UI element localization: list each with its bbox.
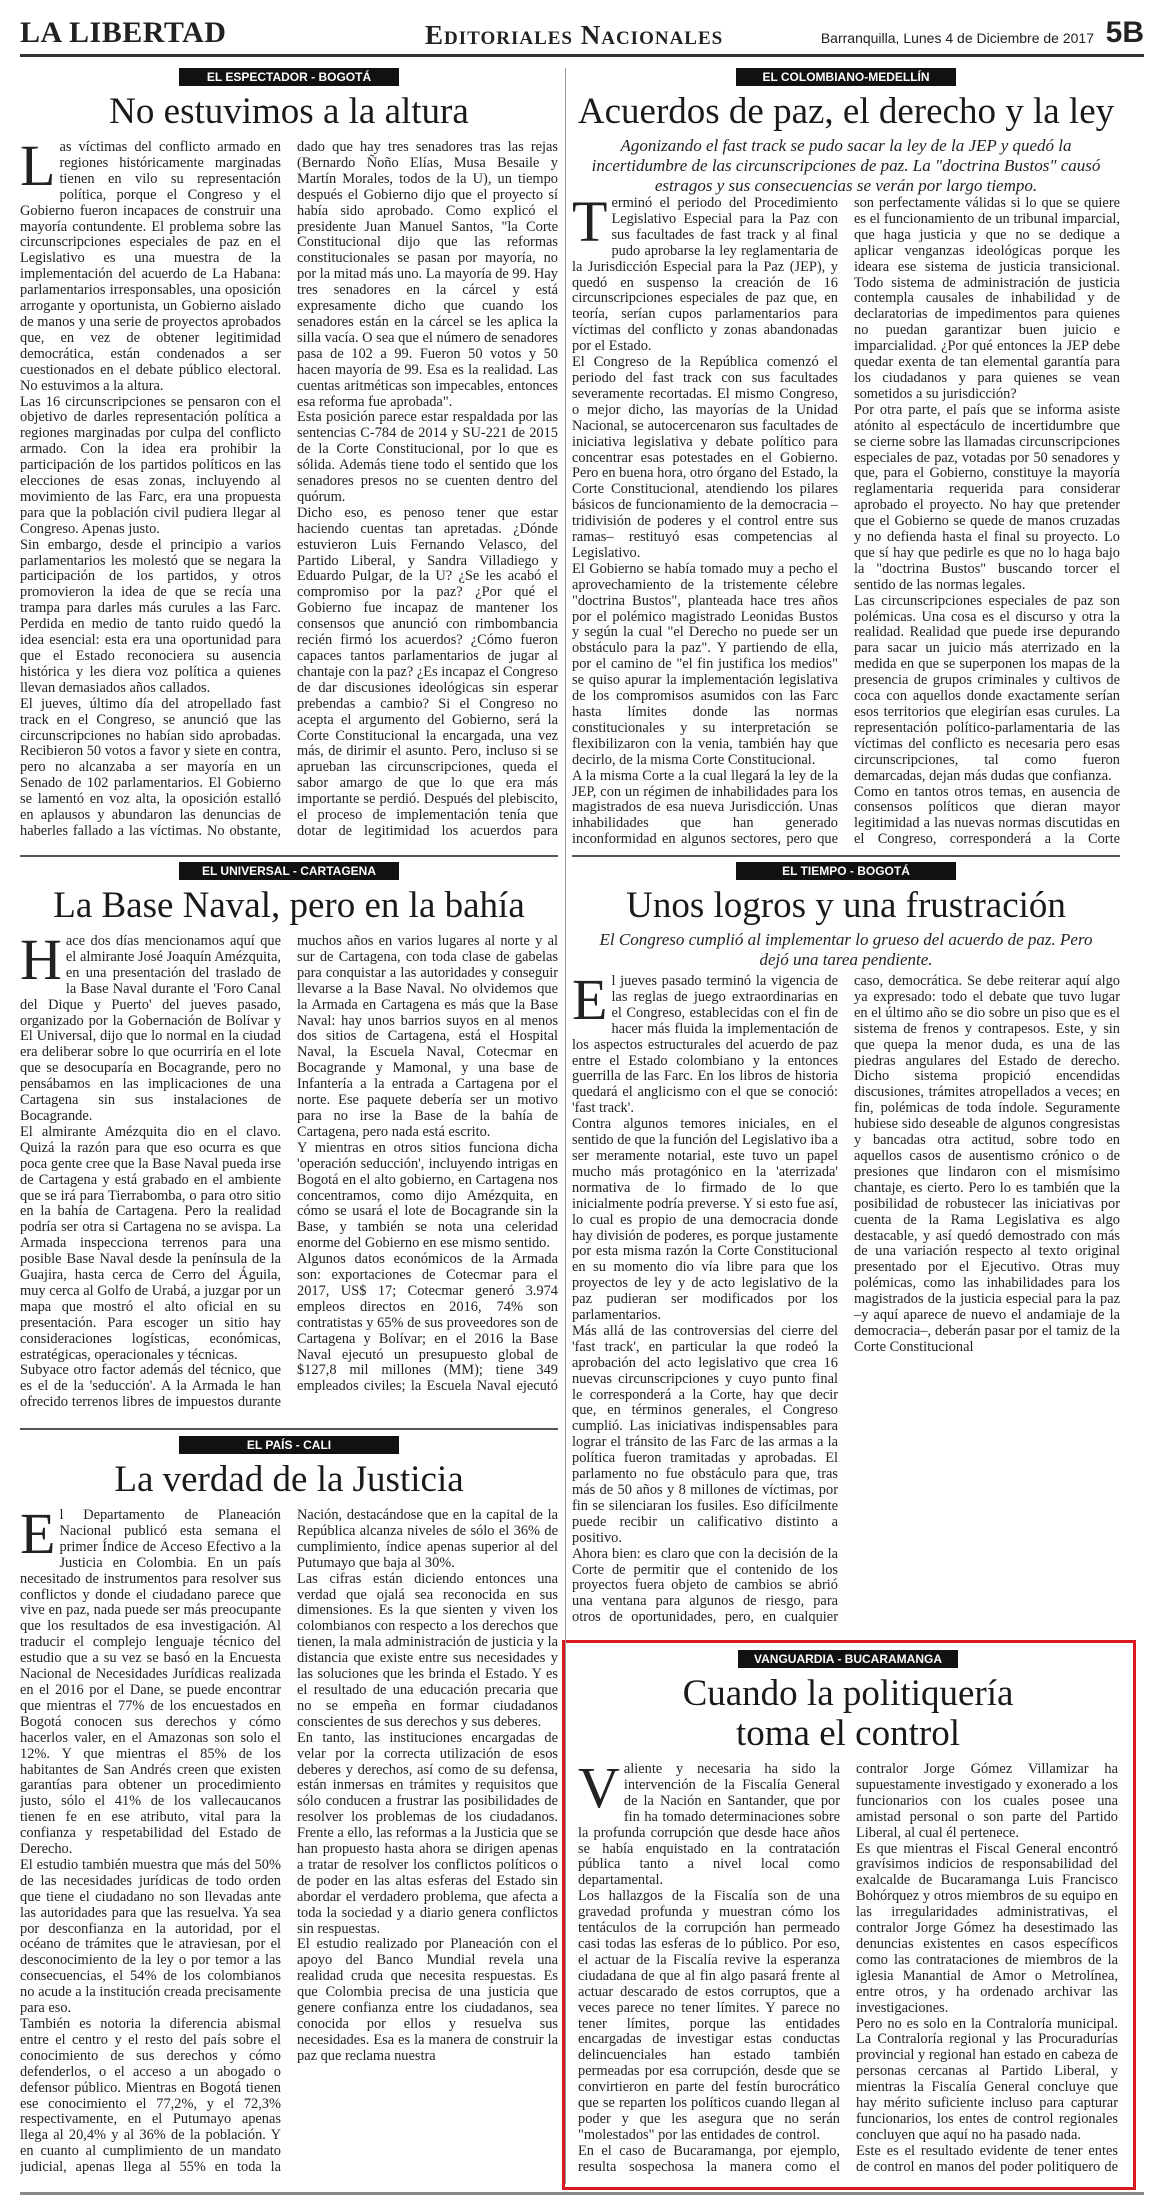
paragraph: Algunos datos económicos de la Armada son: exportaciones de Cotecmar para el 2017, US$ 17; Cotecmar generó 3.974 empleos directos en 2016, 74% son contratistas y 65% de sus proveedores son de Cartagena y Bolívar; en el 2016 la Base Naval ejecutó un presupuesto global de $127,8 mil millones (MM); tiene 349 empleados civiles; la Escuela Naval ejecutó: [297, 1251, 558, 1395]
paragraph: El estudio realizado por Planeación con el apoyo del Banco Mundial revela una realidad cruda que necesita respuestas. Es que Colombia precisa de una justicia que genere confianza entre los ciudadanos, sea conocida por ellos y resuelva sus necesidades. Esa es la manera de construir la paz que reclama nuestra: [297, 1936, 558, 2064]
paragraph: El jueves pasado terminó la vigencia de las reglas de juego extraordinarias en el Congreso, establecidas con el fin de hacer más fluida la implementación de los aspectos estructurales del acuerdo de paz entre el Estado colombiano y la entonces guerrilla de las Farc. En los libros de historia quedará el anglicismo con el que se conoció: 'fast track'.: [572, 967, 838, 1117]
masthead: [20, 14, 1144, 57]
source-label: EL UNIVERSAL - CARTAGENA: [179, 862, 399, 880]
headline: La verdad de la Justicia: [114, 1459, 464, 1500]
drop-cap: E: [572, 967, 608, 1032]
editorial-el-colombiano: [572, 68, 1120, 850]
issue-date: Barranquilla, Lunes 4 de Diciembre de 2017: [820, 30, 1094, 46]
paragraph: Esta posición parece estar respaldada por las sentencias C-784 de 2014 y SU-221 de 2015 de la Corte Constitucional, por lo que es sólida. Además tiene todo el sentido que los senadores presos no se cuenten dentro del quórum.: [297, 409, 558, 505]
headline: Unos logros y una frustración: [626, 885, 1066, 926]
editorial-el-tiempo: [572, 862, 1120, 1630]
paragraph: Como en tantos otros temas, en ausencia de consensos políticos que dieran mayor legitimidad a las nuevas normas discutidas en el Congreso, corresponderá a la Corte: [854, 783, 1120, 848]
paragraph: El Congreso de la República comenzó el periodo del fast track con sus facultades severamente recortadas. El mismo Congreso, o mejor dicho, las mayorías de la Unidad Nacional, se autocercenaron sus facultades de iniciativa legislativa y debate político para concentrar esas potestades en el Gobierno. Pero en buena hora, otro órgano del Estado, la Corte Constitucional, atendiendo los pilares básicos de funcionamiento de la democracia –tridivisión de poderes y el control entre sus ramas– restituyó esas competencias al Legislativo.: [572, 354, 838, 561]
drop-cap: L: [20, 133, 56, 198]
editorial-vanguardia: [578, 1650, 1118, 2178]
paragraph: Las circunscripciones especiales de paz son polémicas. Una cosa es el discurso y otra la realidad. Realidad que puede irse depurando para sacar un juicio más aterrizado en la medida en que se superponen los mapas de la presencia de grupos criminales y cultivos de coca con aquellos donde exactamente serían esos territorios que elegirían esas curules. La representación político-parlamentaria de las víctimas del conflicto es necesaria pero esas circunscripciones, tal como fueron demarcadas, dejan más dudas que confianza.: [854, 592, 1120, 784]
paragraph: El jueves, último día del atropellado fast track en el Congreso, se anunció que las circunscripciones no habían sido aprobadas. Recibieron 50 votos a favor y siete en contra, pero no alcanzaba a ser mayoría en un Senado de 102 parlamentarios. El Gobierno se lamentó en voz alta, la oposición estalló en aplausos y abundaron las denuncias de haberles fallado a las víctimas. No obstante, dado que hay tres senadores tras las rejas (Bernardo Ñoño Elías, Musa Besaile y Martín Morales, todos de la U), un tiempo después el Gobierno dijo que el proyecto sí había sido aprobado. Como explicó el presidente Juan Manuel Santos, "la Corte Constitucional dijo que las reformas constitucionales se pasan por mayoría, no por la mitad más uno. La mayoría de 99. Hay tres senadores en la cárcel y está expresamente dicho que cuando los senadores están en la cárcel se les aplica la silla vacía. O sea que el número de senadores pasa de 102 a 99. Fueron 50 votos y 50 hacen mayoría de 99. Esa es la realidad. Las cuentas aritméticas son impecables, entonces esa reforma fue aprobada".: [20, 139, 558, 839]
paragraph: Las cifras están diciendo entonces una verdad que ojalá sea reconocida en sus dimensiones. Es la que sienten y viven los colombianos con respecto a los derechos que tienen, la mala administración de justicia y la distancia que existe entre sus necesidades y las soluciones que les brinda el Estado. Y es el resultado de una educación precaria que no se empeña en formar ciudadanos conscientes de sus derechos y sus deberes.: [297, 1570, 558, 1730]
column-divider: [565, 68, 566, 2184]
paragraph: En tanto, las instituciones encargadas de velar por la correcta utilización de esos deberes y derechos, así como de su defensa, están inmersas en trámites y requisitos que sólo conducen a frustrar las posibilidades de resolver los problemas de los ciudadanos. Frente a ello, las reformas a la Justicia que se han propuesto hasta ahora se dirigen apenas a tratar de resolver los conflictos políticos o de poder en las altas esferas del Estado sin abordar el verdadero problema, que afecta a toda la sociedad y a diario genera conflictos sin respuestas.: [297, 1729, 558, 1937]
paragraph: Las víctimas del conflicto armado en regiones históricamente marginadas tienen en vilo su representación política, porque el Congreso y el Gobierno fueron incapaces de construir una mayoría contundente. El problema sobre las circunscripciones especiales de paz en el Legislativo es una muestra de la implementación del acuerdo de La Habana: parlamentarios irresponsables, una oposición arrogante y oportunista, un Gobierno aislado de manos y una serie de proyectos aprobados que, en vez de obtener legitimidad democrática, están condenados a ser cuestionados en el debate público electoral. No estuvimos a la altura.: [20, 133, 281, 394]
drop-cap: H: [20, 927, 62, 992]
page-bottom-rule: [20, 2192, 1144, 2195]
article-deck: El Congreso cumplió al implementar lo grueso del acuerdo de paz. Pero dejó una tarea pendiente.: [599, 930, 1093, 969]
source-label: EL COLOMBIANO-MEDELLÍN: [736, 68, 956, 86]
paragraph: El Gobierno se había tomado muy a pecho el aprovechamiento de la tristemente célebre "doctrina Bustos", planteada hace tres años por el polémico magistrado Leonidas Bustos y según la cual "el Derecho no puede ser un obstáculo para la paz". Y partiendo de ella, por el camino de "el fin justifica los medios" se quiso apurar la implementación legislativa de los compromisos asumidos con las Farc hasta límites donde las normas constitucionales y su interpretación se flexibilizaron con la venia, también hay que decirlo, de la misma Corte Constitucional.: [572, 560, 838, 768]
article-body: [578, 1755, 1118, 2178]
paragraph: Y mientras en otros sitios funciona dicha 'operación seducción', incluyendo intrigas en Bogotá en el alto gobierno, en Cartagena nos concentramos, como dijo Amézquita, en cómo se usará el lote de Bocagrande sin la Base, y también se nota una celeridad enorme del Gobierno en ese mismo sentido.: [297, 1139, 558, 1252]
paragraph: Los hallazgos de la Fiscalía son de una gravedad profunda y muestran cómo los tentáculos de la corrupción han permeado casi todas las esferas de lo público. Por eso, el actuar de la Fiscalía revive la esperanza ciudadana de que al fin algo pasará frente al actuar descarado de estos corruptos, que a veces parece no tener límites. Y parece no tener límites, porque las entidades encargadas de investigar estas conductas delincuenciales han estado también permeadas por esa corrupción, desde que se convirtieron en parte del festín burocrático que se reparten los políticos cuando llegan al poder y que les asegura que no serán "molestados" por las entidades de control.: [578, 1888, 840, 2143]
article-body: [572, 967, 1120, 1630]
paragraph: Dicho eso, es penoso tener que estar haciendo cuentas tan apretadas. ¿Dónde estuvieron Luis Fernando Velasco, del Partido Liberal, y Sandra Villadiego y Eduardo Pulgar, de la U? ¿Se les acabó el compromiso por la paz? ¿Por qué el Gobierno fue incapaz de mantener los consensos que anunció con rimbombancia recién firmó los acuerdos? ¿Cómo fueron capaces tantos parlamentarios de jugar al chantaje con la paz? ¿Es incapaz el Congreso de dar discusiones ideológicas sin esperar prebendas a cambio? Si el Congreso no acepta el argumento del Gobierno, será la Corte Constitucional la encargada, una vez más, de dirimir el asunto. Pero, incluso si se aprueban las circunscripciones, queda el sabor amargo de que lo que era más importante se perdió. Después del plebiscito, el proceso de implementación tenía que dotar de legitimidad los acuerdos para: [297, 504, 558, 839]
paragraph: También es notoria la diferencia abismal entre el centro y el resto del país sobre el conocimiento de sus derechos y cómo defenderlos, o el acceso a un abogado o defensor público. Mientras en Bogotá tienen ese conocimiento el 77,2%, y el 72,3% respectivamente, en el Putumayo apenas llega al 20,4% y al 36% de la población. Y en cuanto al cumplimiento de un mandato judicial, apenas llega al 55% en toda la Nación, destacándose que en la capital de la República alcanza niveles de sólo el 36% de cumplimiento, índice apenas superior al del Putumayo que baja al 30%.: [20, 1507, 558, 2176]
paragraph: El estudio también muestra que más del 50% de las necesidades jurídicas de todo orden que tiene el ciudadano no son llevadas ante las autoridades para que las resuelva. Ya sea por desconfianza en la autoridad, por el océano de trámites que le atraviesan, por el desconocimiento de la ley o por temor a las consecuencias, el 54% de los colombianos no acude a la institución creada precisamente para eso.: [20, 1856, 281, 2017]
source-label: EL TIEMPO - BOGOTÁ: [736, 862, 956, 880]
paragraph: Sin embargo, desde el principio a varios parlamentarios les molestó que se negara la participación de los partidos, y otros promovieron la idea de que se recía una trampa para darles más curules a las Farc. Perdida en medio de tanto ruido quedó la idea esencial: esta era una oportunidad para que el Estado reconociera su ausencia histórica y les diera voz política a quienes llevan demasiados años callados.: [20, 536, 281, 696]
paragraph: Las 16 circunscripciones se pensaron con el objetivo de darles representación política a regiones marginadas por culpa del conflicto armado. Con la idea era prohibir la participación de los partidos políticos en las elecciones de esas zonas, incluyendo al movimiento de las Farc, era una propuesta para que la población civil pudiera llegar al Congreso. Apenas justo.: [20, 393, 281, 537]
drop-cap: E: [20, 1501, 56, 1566]
source-label: EL PAÍS - CALI: [179, 1436, 399, 1454]
paragraph: Terminó el periodo del Procedimiento Legislativo Especial para la Paz con sus facultades de fast track y al final pudo aprobarse la ley reglamentaria de la Jurisdicción Especial para la Paz (JEP), y quedó en suspenso la creación de 16 circunscripciones especiales de paz que, en teoría, serían cupos parlamentarios para víctimas del conflicto y zonas abandonadas por el Estado.: [572, 189, 838, 355]
article-body: [20, 133, 558, 850]
source-label: VANGUARDIA - BUCARAMANGA: [738, 1650, 958, 1668]
section-title: Editoriales Nacionales: [425, 20, 724, 50]
paragraph: Subyace otro factor además del técnico, que es el de la 'seducción'. A la Armada le han ofrecido terrenos libres de impuestos durante muchos años en varios lugares al norte y al sur de Cartagena, con toda clase de gabelas para conquistar a las autoridades y conseguir llevarse a la Base Naval. No olvidemos que la Armada en Cartagena es más que la Base Naval: hay unos barrios suyos en al menos dos sitios de Cartagena, está el Hospital Naval, la Escuela Naval, Cotecmar en Bocagrande y Mamonal, y una base de Infantería a la entrada a Cartagena por el norte. Ese paquete debería ser un motivo para no irse la Base de la bahía de Cartagena, pero nada está escrito.: [20, 933, 558, 1411]
paragraph: Ahora bien: es claro que con la decisión de la Corte de permitir que el contenido de los proyectos fuera objeto de cambios se abrió una ventana para algunos de riesgo, para otros de oportunidades, pero, en cualquier caso, democrática. Se debe reiterar aquí algo ya expresado: todo el debate que tuvo lugar en el último año se dio sobre un piso que es el sistema de frenos y contrapesos. Este, y sin que quepa la menor duda, es una de las piedras angulares del Estado de derecho. Dicho sistema propició encendidas discusiones, trámites atropellados a veces; en fin, polémicas de toda índole. Seguramente hubiese sido deseable de algunos congresistas y bancadas otra actitud, sobre todo en aquellos casos de ausentismo crónico o de presiones que lindaron con el mismísimo chantaje, es cierto. Pero lo es también que la posibilidad de robustecer las iniciativas por cuenta de la Rama Legislativa es algo destacable, y así quedó demostrado con más de una variación respecto al texto original presentado por el Ejecutivo. Otras muy polémicas, como las inhabilidades para los magistrados de la justicia especial para la paz –y aquí aparece de nuevo el andamiaje de la democracia–, deberán pasar por el tamiz de la Corte Constitucional: [572, 973, 1120, 1626]
section-divider: [572, 855, 1120, 857]
drop-cap: V: [578, 1755, 620, 1820]
paragraph: En el caso de Bucaramanga, por ejemplo, resulta sospechosa la manera como el contralor Jorge Gómez Villamizar ha supuestamente investigado y exonerado a los funcionarios con los cuales posee una amistad personal o son parte del Partido Liberal, al cual él pertenece.: [578, 1761, 1118, 2175]
headline: La Base Naval, pero en la bahía: [53, 885, 525, 926]
paragraph: Contra algunos temores iniciales, en el sentido de que la función del Legislativo iba a ser meramente notarial, este tuvo un papel mucho más protagónico en la 'aterrizada' normativa de lo firmado de lo que inicialmente podría preverse. Y si esto fue así, lo cual es propio de una democracia donde hay división de poderes, es porque justamente por esta misma razón la Corte Constitucional en su momento dio vía libre para que los proyectos de ley y de acto legislativo de la paz pudieran ser modificados por los parlamentarios.: [572, 1116, 838, 1324]
headline: No estuvimos a la altura: [109, 91, 469, 132]
paragraph: Este es el resultado evidente de tener entes de control en manos del poder politiquero de: [856, 2142, 1118, 2175]
headline: Acuerdos de paz, el derecho y la ley: [577, 91, 1115, 132]
editorial-el-universal: [20, 862, 558, 1422]
section-divider: [20, 1428, 558, 1430]
paragraph: El almirante Amézquita dio en el clavo. Quizá la razón para que eso ocurra es que poca gente cree que la Base Naval pueda irse de Cartagena y está grabado en el ambiente que se irá para Tierrabomba, o para otro sitio en la bahía de Cartagena. Pero la realidad podría ser otra si Cartagena no se avispa. La Armada inspecciona terrenos para una posible Base Naval desde la península de la Guajira, hasta cerca de Cerro del Águila, muy cerca al Golfo de Urabá, a juzgar por un mapa que mostró el alto oficial en su presentación. Para escoger un sitio hay consideraciones logísticas, económicas, estratégicas, operacionales y técnicas.: [20, 1123, 281, 1363]
paragraph: Pero no es solo en la Contraloría municipal. La Contraloría regional y las Procuradurías provincial y regional han estado en cabeza de personas cercanas al Partido Liberal, y mientras la Fiscalía General concluye que hay mérito suficiente incluso para capturar funcionarios, los entes de control regionales concluyen que aquí no ha pasado nada.: [856, 2015, 1118, 2143]
paragraph: El Departamento de Planeación Nacional publicó esta semana el primer Índice de Acceso Efectivo a la Justicia en Colombia. En un país necesitado de instrumentos para resolver sus conflictos y donde el ciudadano parece que vive en paz, nada puede ser más preocupante que los resultados de esa investigación. Al traducir el complejo lenguaje técnico del estudio que a su vez se basó en la Encuesta Nacional de Necesidades Jurídicas realizada en el 2016 por el Dane, se puede encontrar que mientras el 77% de los encuestados en Bogotá conocen sus derechos y cómo hacerlos valer, en el Amazonas son solo el 12%. Y que mientras el 85% de los habitantes de San Andrés creen que existen garantías para obtener un procedimiento justo, sólo el 41% de los vallecaucanos tienen fe en ese atributo, vital para la confianza y respetabilidad del Estado de Derecho.: [20, 1501, 281, 1858]
paragraph: Más allá de las controversias del cierre del 'fast track', en particular la que rodeó la aprobación del acto legislativo que crea 16 nuevas circunscripciones y cuyo punto final le corresponderá a la Corte, hay que decir que, en términos generales, el Congreso cumplió. Las iniciativas indispensables para lograr el tránsito de las Farc de las armas a la política fueron tramitadas y aprobadas. El parlamento no fue obstáculo para que, tras más de 50 años y 8 millones de víctimas, por fin se silenciaran los fusiles. Eso difícilmente puede recibir un calificativo distinto a positivo.: [572, 1322, 838, 1546]
paragraph: A la misma Corte a la cual llegará la ley de la JEP, con un régimen de inhabilidades para los magistrados de esa nueva Jurisdicción. Unas inhabilidades que han generado inconformidad en algunos sectores, pero que son perfectamente válidas si lo que se quiere es el funcionamiento de un tribunal imparcial, que haga justicia y que no se dedique a aplicar venganzas ideológicas porque les ideara ese sistema de justicia transicional. Todo sistema de administración de justicia contempla causales de inhabilidad y de declaratorias de impedimentos para quienes no puedan garantizar buen juicio e imparcialidad. ¿Por qué entonces la JEP debe quedar exenta de tan elemental garantía para los ciudadanos y para quienes se vean sometidos a su jurisdicción?: [572, 195, 1120, 848]
paper-name: LA LIBERTAD: [20, 16, 227, 49]
paragraph: Hace dos días mencionamos aquí que el almirante José Joaquín Amézquita, en una presentación del traslado de la Base Naval durante el 'Foro Canal del Dique y Puerto' del jueves pasado, organizado por la Gobernación de Bolívar y El Universal, dijo que lo normal en la ciudad era deliberar sobre lo que ocurriría en el lote que se desocuparía en Bocagrande, pero no pensábamos en las implicaciones de una Cartagena sin sus instalaciones de Bocagrande.: [20, 927, 281, 1124]
paragraph: Es que mientras el Fiscal General encontró gravísimos indicios de responsabilidad del exalcalde de Bucaramanga Luis Francisco Bohórquez y otros miembros de su equipo en las irregularidades administrativas, el contralor Jorge Gómez ha desestimado las denuncias existentes en casos específicos como las contrataciones de miembros de la iglesia Manantial de Amor o Metrolínea, entre otros, y ha ordenado archivar las investigaciones.: [856, 1840, 1118, 2016]
article-body: [572, 189, 1120, 850]
editorial-el-espectador: [20, 68, 558, 850]
drop-cap: T: [572, 189, 608, 254]
article-body: [20, 1501, 558, 2184]
headline: Cuando la politiquería toma el control: [682, 1673, 1014, 1754]
article-body: [20, 927, 558, 1422]
page-number: 5B: [1105, 16, 1144, 49]
source-label: EL ESPECTADOR - BOGOTÁ: [179, 68, 399, 86]
section-divider: [20, 855, 558, 857]
paragraph: Por otra parte, el país que se informa asiste atónito al espectáculo de incertidumbre que se cierne sobre las llamadas circunscripciones especiales de paz, votadas por 50 senadores y que, para el Gobierno, constituye la mayoría reglamentaria requerida para considerar aprobado el proyecto. No hay que pretender que el Gobierno se quede de manos cruzadas y no defienda hasta el final su proyecto. Lo que sí hay que pedirle es que no lo haga bajo la "doctrina Bustos" buscando torcer el sentido de las normas legales.: [854, 401, 1120, 593]
article-deck: Agonizando el fast track se pudo sacar la ley de la JEP y quedó la incertidumbre de las circunscripciones de paz. La "doctrina Bustos" causó estragos y sus consecuencias se verán por largo tiempo.: [591, 136, 1101, 195]
editorial-el-pais: [20, 1436, 558, 2184]
paragraph: Valiente y necesaria ha sido la intervención de la Fiscalía General de la Nación en Santander, que por fin ha tomado determinaciones sobre la profunda corrupción que desde hace años se había enquistado en la contratación pública tanto a nivel local como departamental.: [578, 1755, 840, 1889]
